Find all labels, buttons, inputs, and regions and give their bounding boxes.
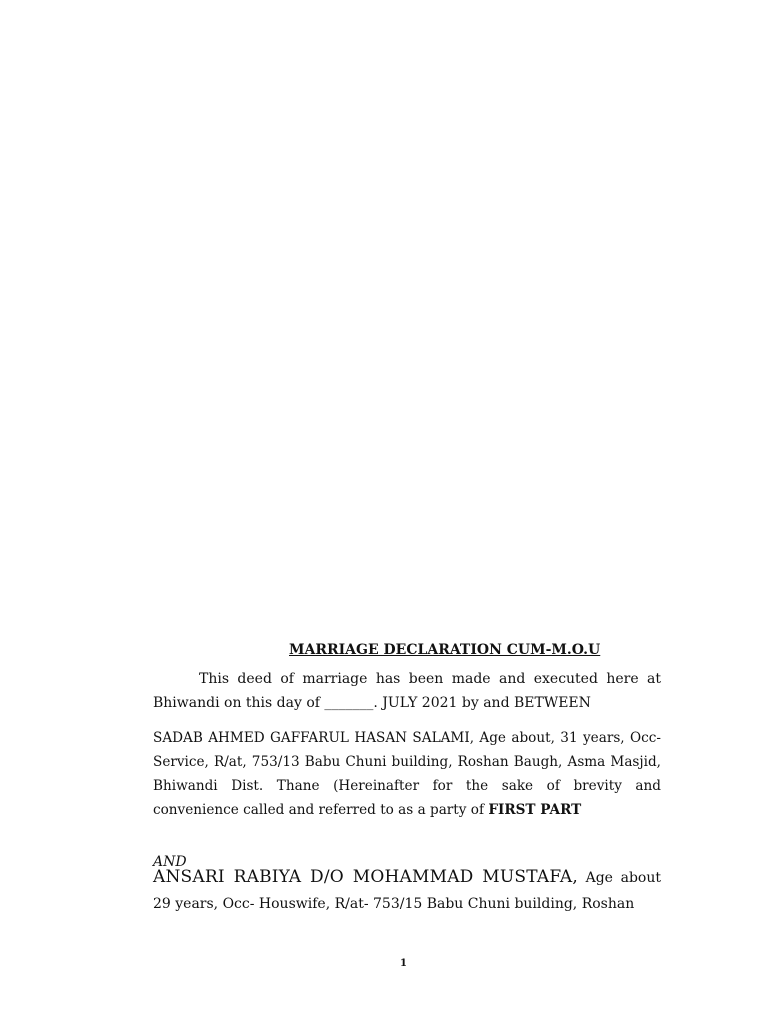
second-party-text: Age about 29 years, Occ- Houswife, R/at- 753/15 Babu Chuni building, Roshan: [153, 870, 661, 912]
first-party-label: FIRST PART: [488, 802, 582, 818]
page-number: 1: [400, 958, 407, 969]
and-separator: AND: [153, 854, 187, 870]
opening-paragraph-text: This deed of marriage has been made and executed here at Bhiwandi on this day of _______. JULY 2021 by and BETWEEN: [153, 671, 661, 711]
second-party-paragraph: [153, 864, 661, 917]
document-title: MARRIAGE DECLARATION CUM-M.O.U: [289, 642, 601, 658]
opening-paragraph: [153, 667, 661, 715]
first-party-paragraph: [153, 726, 661, 822]
second-party-name: ANSARI RABIYA D/O MOHAMMAD MUSTAFA,: [153, 867, 578, 887]
first-party-text: SADAB AHMED GAFFARUL HASAN SALAMI, Age about, 31 years, Occ- Service, R/at, 753/13 Babu Chuni building, Roshan Baugh, Asma Masjid, Bhiwandi Dist. Thane (Hereinafter for the sake of brevity and convenience called and referred to as a party of: [153, 730, 661, 818]
